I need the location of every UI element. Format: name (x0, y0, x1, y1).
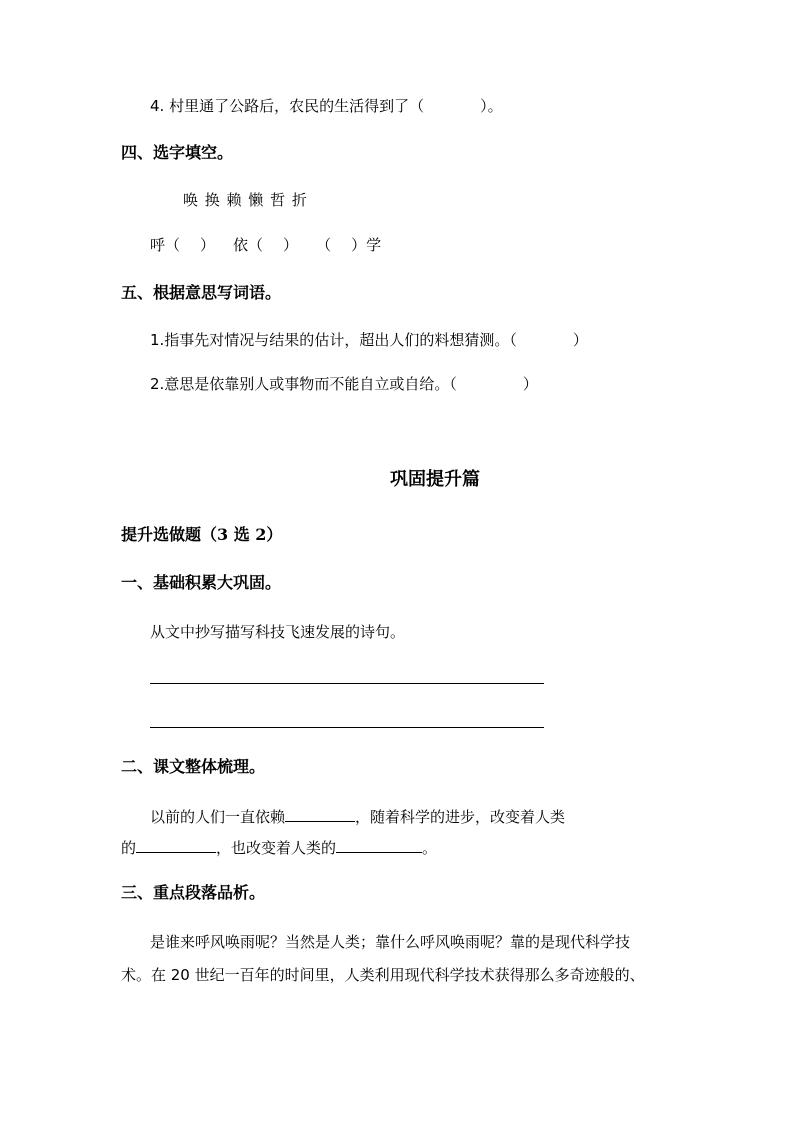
blank-a-pre: 呼（ (150, 236, 181, 254)
summary-text-b: ，随着科学的进步，改变着人类 (355, 808, 566, 826)
part-subtitle: 提升选做题（3 选 2） (121, 525, 283, 544)
question-heading-1: 一、基础积累大巩固。 (121, 573, 282, 592)
summary-line-1 (150, 805, 565, 827)
definition-2-close: ） (522, 375, 538, 393)
question-heading-3: 三、重点段落品析。 (121, 883, 266, 902)
blank-underline[interactable] (336, 836, 422, 853)
definition-item-1 (150, 330, 588, 350)
summary-line-2 (121, 836, 437, 858)
definition-1-close: ） (572, 331, 588, 349)
question-1-prompt: 从文中抄写描写科技飞速发展的诗句。 (150, 623, 406, 641)
blank-a-post: ） (200, 236, 216, 254)
summary-text-a: 以前的人们一直依赖 (150, 808, 286, 826)
blank-b-pre: 依（ (233, 236, 264, 254)
blank-c-pre: （ (316, 236, 332, 254)
section-heading-5: 五、根据意思写词语。 (121, 283, 282, 302)
summary-text-d: ，也改变着人类的 (216, 839, 337, 857)
definition-item-2 (150, 374, 538, 394)
definition-2-text: 2.意思是依靠别人或事物而不能自立或自给。（ (150, 375, 457, 393)
definition-1-text: 1.指事先对情况与结果的估计，超出人们的料想猜测。（ (150, 331, 517, 349)
character-fill-row (150, 235, 381, 255)
summary-text-e: 。 (422, 839, 438, 857)
blank-underline[interactable] (136, 836, 216, 853)
section-heading-4: 四、选字填空。 (121, 143, 234, 162)
blank-c-post: ）学 (351, 236, 382, 254)
question-4-close: ）。 (480, 97, 503, 115)
blank-b-post: ） (283, 236, 299, 254)
answer-line-1[interactable] (150, 683, 544, 684)
question-4-text: 4. 村里通了公路后，农民的生活得到了（ (150, 97, 425, 115)
part-title: 巩固提升篇 (390, 469, 480, 490)
passage-line-1: 是谁来呼风唤雨呢？当然是人类；靠什么呼风唤雨呢？靠的是现代科学技 (150, 933, 631, 951)
answer-line-2[interactable] (150, 727, 544, 728)
blank-underline[interactable] (285, 805, 355, 822)
passage-line-2: 术。在 20 世纪一百年的时间里，人类利用现代科学技术获得那么多奇迹般的、 (121, 966, 645, 984)
question-heading-2: 二、课文整体梳理。 (121, 757, 266, 776)
character-choices: 唤 换 赖 懒 哲 折 (183, 191, 308, 209)
fill-question-4 (150, 96, 503, 116)
summary-text-c: 的 (121, 839, 137, 857)
